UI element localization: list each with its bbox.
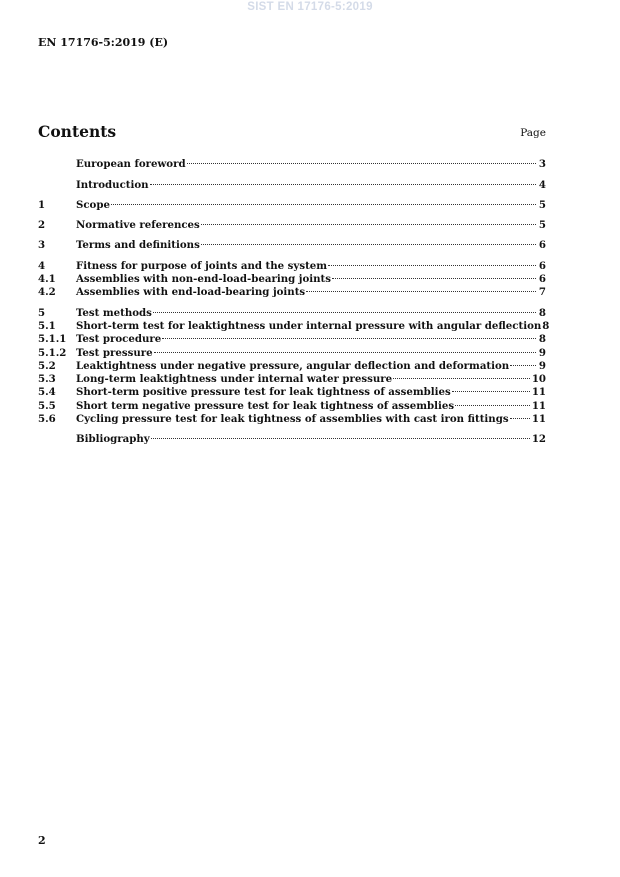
toc-entry[interactable] <box>38 195 546 211</box>
toc-entry-title: Terms and definitions <box>76 239 200 252</box>
toc-entry-title: Cycling pressure test for leak tightness of assemblies with cast iron fittings <box>76 413 509 426</box>
dot-leader <box>509 409 532 422</box>
toc-entry[interactable] <box>38 174 546 191</box>
watermark: SIST EN 17176-5:2019 <box>247 1 373 13</box>
dot-leader <box>454 395 532 408</box>
dot-leader <box>392 369 532 382</box>
dot-leader <box>150 429 532 442</box>
toc-entry-number: 5.1 <box>38 319 56 332</box>
toc-entry-number: 5.4 <box>38 386 56 399</box>
toc-entry[interactable] <box>38 255 546 272</box>
toc-entry-title: Scope <box>76 198 110 211</box>
toc-entry-number: 5.5 <box>38 399 56 412</box>
toc-entry-number: 5.3 <box>38 373 56 386</box>
toc-entry-title: Introduction <box>76 178 149 191</box>
toc-entry[interactable] <box>38 235 546 252</box>
toc-entry-title: Bibliography <box>76 433 150 446</box>
toc-entry-page: 8 <box>538 333 546 346</box>
toc-entry-title: Test procedure <box>76 333 162 346</box>
toc-entry-page: 11 <box>531 413 546 426</box>
dot-leader <box>152 302 538 315</box>
table-of-contents <box>38 154 550 446</box>
dot-leader <box>153 342 538 355</box>
toc-entry-page: 7 <box>538 286 546 299</box>
toc-entry-number: 5.1.2 <box>38 346 67 359</box>
page-column-label: Page <box>520 127 546 139</box>
toc-entry-title: Fitness for purpose of joints and the system <box>76 259 328 272</box>
toc-entry-title: Normative references <box>76 219 200 232</box>
dot-leader <box>149 174 538 187</box>
dot-leader <box>509 356 538 369</box>
toc-entry-page: 5 <box>538 198 546 211</box>
toc-entry-number: 3 <box>38 239 46 252</box>
toc-entry-number: 1 <box>38 198 46 211</box>
contents-heading: Contents <box>38 122 117 141</box>
toc-entry-title: Short-term test for leaktightness under internal pressure with angular deflection <box>76 319 542 332</box>
toc-entry-page: 5 <box>538 219 546 232</box>
toc-entry-title: European foreword <box>76 158 186 171</box>
toc-entry-number: 5.2 <box>38 359 56 372</box>
footer-page-number: 2 <box>38 834 46 847</box>
toc-entry-title: Test pressure <box>76 346 153 359</box>
toc-entry-page: 6 <box>538 239 546 252</box>
toc-entry[interactable] <box>38 215 546 232</box>
toc-entry-page: 6 <box>538 259 546 272</box>
toc-entry-page: 12 <box>531 433 546 446</box>
toc-entry-title: Leaktightness under negative pressure, angular deflection and deformation <box>76 359 510 372</box>
toc-entry-page: 9 <box>538 346 546 359</box>
dot-leader <box>331 269 538 282</box>
toc-entry-number: 5.6 <box>38 413 56 426</box>
dot-leader <box>305 282 538 295</box>
toc-entry-number: 4.1 <box>38 273 56 286</box>
toc-entry-page: 8 <box>538 306 546 319</box>
toc-entry-page: 11 <box>531 399 546 412</box>
toc-entry-title: Assemblies with non-end-load-bearing joints <box>76 273 331 286</box>
dot-leader <box>451 382 532 395</box>
toc-entry-page: 4 <box>538 178 546 191</box>
dot-leader <box>200 215 538 228</box>
toc-entry-page: 3 <box>538 158 546 171</box>
toc-entry-number: 2 <box>38 219 46 232</box>
dot-leader <box>110 195 538 208</box>
toc-entry-title: Short-term positive pressure test for leak tightness of assemblies <box>76 386 451 399</box>
toc-entry-title: Assemblies with end-load-bearing joints <box>76 286 306 299</box>
document-id: EN 17176-5:2019 (E) <box>38 36 169 49</box>
toc-entry-title: Test methods <box>76 306 152 319</box>
toc-entry-title: Short term negative pressure test for leak tightness of assemblies <box>76 399 455 412</box>
toc-entry[interactable] <box>38 302 546 319</box>
toc-entry-page: 10 <box>531 373 546 386</box>
toc-entry[interactable] <box>38 429 546 446</box>
toc-entry-number: 5 <box>38 306 46 319</box>
toc-entry-number: 4.2 <box>38 286 56 299</box>
toc-entry-page: 8 <box>542 319 550 332</box>
toc-entry-number: 5.1.1 <box>38 333 67 346</box>
toc-entry[interactable] <box>38 154 546 171</box>
toc-entry-page: 6 <box>538 273 546 286</box>
toc-entry-page: 11 <box>531 386 546 399</box>
toc-entry-page: 9 <box>538 359 546 372</box>
toc-entry-number: 4 <box>38 259 46 272</box>
dot-leader <box>186 154 538 167</box>
toc-entry-title: Long-term leaktightness under internal water pressure <box>76 373 393 386</box>
dot-leader <box>200 235 538 248</box>
dot-leader <box>327 255 538 268</box>
dot-leader <box>161 329 538 342</box>
